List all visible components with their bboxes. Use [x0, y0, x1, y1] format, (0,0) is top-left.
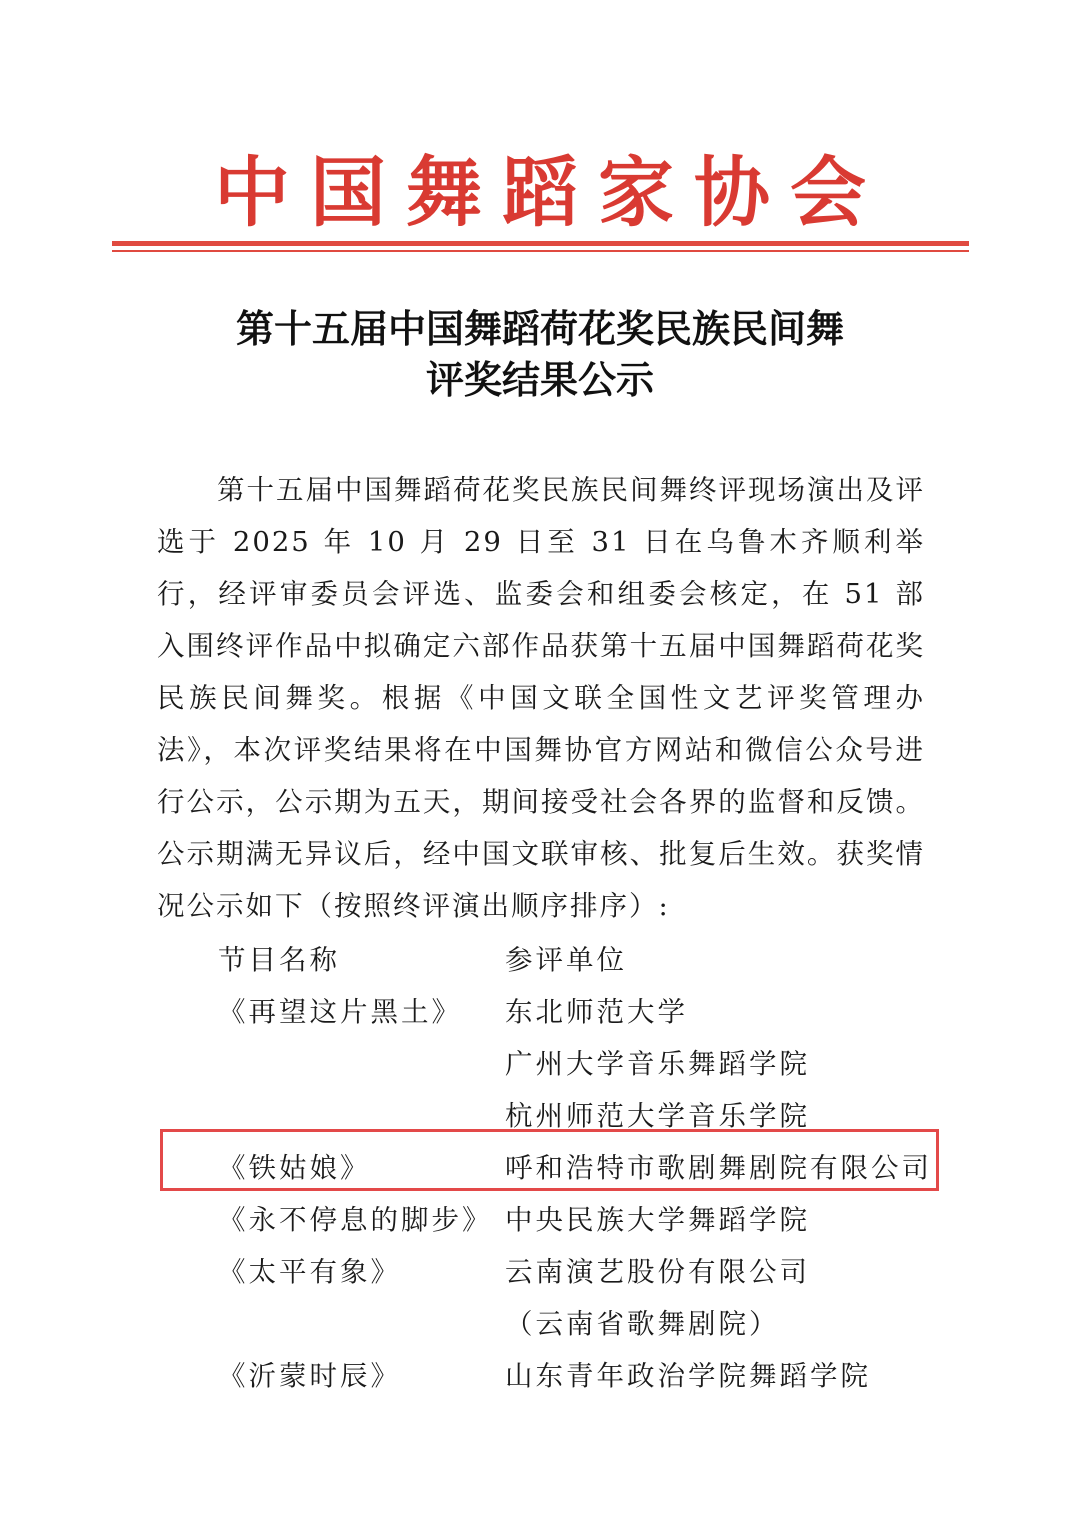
participating-unit: 杭州师范大学音乐学院 [505, 1100, 810, 1132]
program-name: 《永不停息的脚步》 [218, 1204, 493, 1236]
program-name: 《再望这片黑土》 [218, 996, 462, 1028]
table-row [0, 1293, 1080, 1345]
program-name: 《沂蒙时辰》 [218, 1360, 401, 1392]
participating-unit: （云南省歌舞剧院） [505, 1308, 780, 1340]
participating-unit: 中央民族大学舞蹈学院 [505, 1204, 810, 1236]
table-row [0, 1241, 1080, 1293]
participating-unit: 东北师范大学 [505, 996, 688, 1028]
highlight-box [160, 1129, 939, 1191]
body-paragraph: 第十五届中国舞蹈荷花奖民族民间舞终评现场演出及评选于 2025 年 10 月 29 日至 31 日在乌鲁木齐顺利举行，经评审委员会评选、监委会和组委会核定，在 51 部入围终评作品中拟确定六部作品获第十五届中国舞蹈荷花奖民族民间舞奖。根据《中国文联全国性文艺评奖管理办法》，本次评奖结果将在中国舞协官方网站和微信公众号进行公示，公示期为五天，期间接受社会各界的监督和反馈。公示期满无异议后，经中国文联审核、批复后生效。获奖情况公示如下（按照终评演出顺序排序）: [157, 474, 925, 922]
participating-unit: 山东青年政治学院舞蹈学院 [505, 1360, 871, 1392]
organization-header: 中国舞蹈家协会 [214, 148, 886, 237]
header-rule-thin [112, 250, 969, 252]
participating-unit: 呼和浩特市歌剧舞剧院有限公司 [505, 1152, 932, 1184]
document-title-line-1: 第十五届中国舞蹈荷花奖民族民间舞 [235, 306, 844, 351]
unit-column-header: 参评单位 [505, 944, 627, 976]
program-column-header: 节目名称 [218, 944, 340, 976]
table-header-row [0, 929, 1080, 981]
table-row [0, 1189, 1080, 1241]
program-name: 《太平有象》 [218, 1256, 401, 1288]
table-row [0, 1345, 1080, 1397]
program-name: 《铁姑娘》 [218, 1152, 371, 1184]
participating-unit: 广州大学音乐舞蹈学院 [505, 1048, 810, 1080]
header-rule-thick [112, 241, 969, 246]
table-row [0, 981, 1080, 1033]
document-title-line-2: 评奖结果公示 [425, 357, 654, 402]
table-row [0, 1033, 1080, 1085]
participating-unit: 云南演艺股份有限公司 [505, 1256, 810, 1288]
